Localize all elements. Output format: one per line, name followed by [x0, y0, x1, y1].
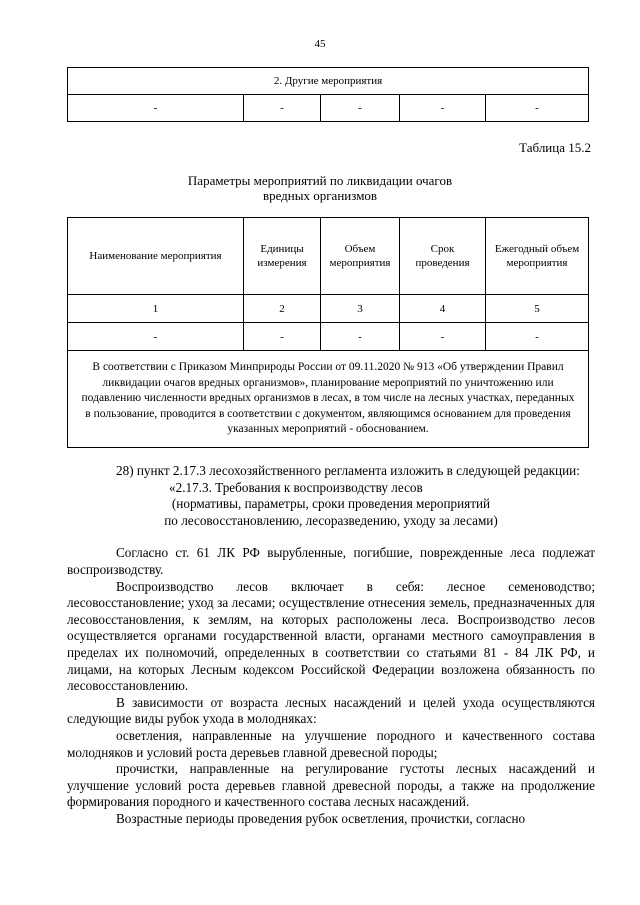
- body-text: [67, 463, 595, 827]
- section-subheading: (нормативы, параметры, сроки проведения мероприятий: [171, 496, 491, 512]
- table-cell: -: [321, 323, 400, 351]
- column-header: Наименование мероприятия: [68, 218, 244, 295]
- page-number: 45: [314, 38, 326, 50]
- table-cell: -: [400, 323, 486, 351]
- table-cell: 1: [68, 295, 244, 323]
- table-caption: Таблица 15.2: [519, 140, 591, 155]
- column-header: Единицы измерения: [244, 218, 321, 295]
- table-cell: -: [244, 323, 321, 351]
- table-cell: -: [68, 95, 244, 122]
- table-cell: -: [486, 323, 589, 351]
- table-cell: -: [486, 95, 589, 122]
- table-cell: -: [244, 95, 321, 122]
- table-header-row: [68, 218, 589, 295]
- paragraph: Возрастные периоды проведения рубок осветления, прочистки, согласно: [116, 810, 526, 826]
- paragraph: В зависимости от возраста лесных насаждений и целей ухода осуществляются следующие виды рубок ухода в молодняках:: [67, 694, 595, 727]
- table-cell: -: [400, 95, 486, 122]
- table-section-title: 2. Другие мероприятия: [68, 68, 589, 95]
- table-note-row: [68, 351, 589, 448]
- table-row: [68, 323, 589, 351]
- column-header: Ежегодный объем мероприятия: [486, 218, 589, 295]
- paragraph: Согласно ст. 61 ЛК РФ вырубленные, погибшие, поврежденные леса подлежат воспроизводству.: [67, 545, 595, 577]
- other-measures-table: [67, 67, 589, 122]
- paragraph: Воспроизводство лесов включает в себя: лесное семеноводство; лесовосстановление; уход за лесами; осуществление отнесения земель, предназначенных для лесовосстановления, к землям, на которых расположены леса. Воспроизводство лесов осуществляется органами государственной власти, органами местного самоуправления в пределах их полномочий, определенных в соответствии со статьями 81 - 84 ЛК РФ, и лицами, на которых Лесным кодексом Российской Федерации возложена обязанность по лесовосстановлению.: [67, 578, 595, 694]
- table-title-line: Параметры мероприятий по ликвидации очагов: [187, 173, 453, 188]
- column-header: Срок проведения: [400, 218, 486, 295]
- table-row: [68, 295, 589, 323]
- table-cell: 3: [321, 295, 400, 323]
- table-note: В соответствии с Приказом Минприроды России от 09.11.2020 № 913 «Об утверждении Правил ликвидации очагов вредных организмов», планирование мероприятий по уничтожению или подавлению численности вредных организмов в лесах, в том числе на лесных участках, переданных в пользование, проводится в соответствии с документом, являющимся основанием для проведения указанных мероприятий - обоснованием.: [68, 351, 589, 448]
- paragraph: прочистки, направленные на регулирование густоты лесных насаждений и улучшение условий роста деревьев главной древесной породы, а также на продолжение формирования породного и качественного состава лесных насаждений.: [67, 761, 595, 810]
- table-cell: 2: [244, 295, 321, 323]
- table-cell: 4: [400, 295, 486, 323]
- table-title-line: вредных организмов: [262, 188, 378, 203]
- paragraph: осветления, направленные на улучшение породного и качественного состава молодняков и условий роста деревьев главной древесной породы;: [67, 727, 595, 760]
- table-cell: 5: [486, 295, 589, 323]
- paragraph: 28) пункт 2.17.3 лесохозяйственного регламента изложить в следующей редакции:: [116, 463, 580, 478]
- section-heading: «2.17.3. Требования к воспроизводству лесов: [169, 479, 423, 495]
- table-cell: -: [321, 95, 400, 122]
- table-row: [68, 95, 589, 122]
- column-header: Объем мероприятия: [321, 218, 400, 295]
- pest-measures-table: [67, 217, 589, 448]
- table-title: [0, 173, 640, 203]
- table-cell: -: [68, 323, 244, 351]
- section-subheading: по лесовосстановлению, лесоразведению, уходу за лесами): [164, 512, 498, 528]
